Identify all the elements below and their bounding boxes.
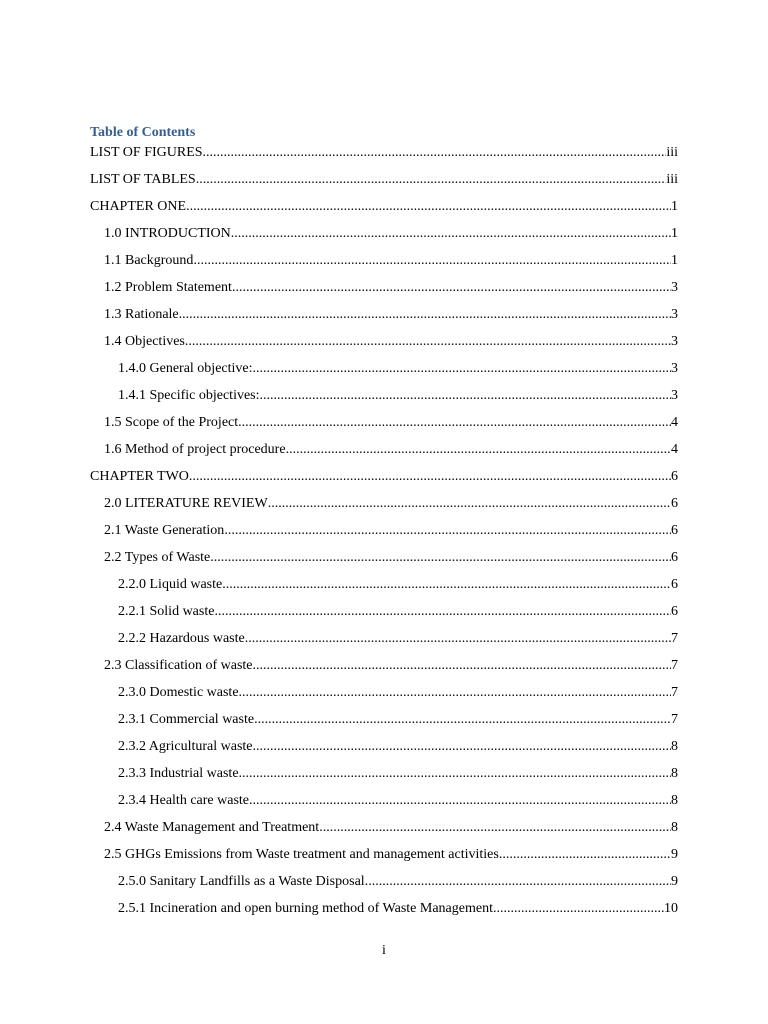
toc-heading: Table of Contents [90, 125, 196, 140]
toc-entry-title: 1.0 INTRODUCTION [104, 226, 231, 241]
toc-dot-leader [193, 252, 671, 270]
toc-dot-leader [253, 657, 671, 675]
toc-entry-title: 2.3.4 Health care waste [118, 793, 249, 808]
toc-entry[interactable] [90, 441, 678, 468]
toc-entry[interactable] [90, 873, 678, 900]
toc-entry-page: 3 [671, 361, 678, 376]
toc-dot-leader [186, 198, 671, 216]
toc-entry[interactable] [90, 306, 678, 333]
toc-dot-leader [222, 576, 671, 594]
toc-entry-title: 2.0 LITERATURE REVIEW [104, 496, 268, 511]
toc-entry-title: 1.3 Rationale [104, 307, 179, 322]
toc-entry-title: 1.5 Scope of the Project [104, 415, 239, 430]
toc-entry-title: 1.2 Problem Statement [104, 280, 232, 295]
toc-dot-leader [189, 468, 671, 486]
toc-entry[interactable] [90, 468, 678, 495]
toc-entry[interactable] [90, 198, 678, 225]
toc-entry-title: 2.5.1 Incineration and open burning method of Waste Management [118, 901, 493, 916]
toc-entry[interactable] [90, 630, 678, 657]
toc-entry-page: 8 [671, 820, 678, 835]
toc-entry-page: 7 [671, 631, 678, 646]
toc-entry-page: 1 [671, 226, 678, 241]
toc-entry-title: CHAPTER TWO [90, 469, 189, 484]
toc-list [90, 144, 678, 927]
toc-entry-page: 7 [671, 658, 678, 673]
toc-entry-page: 7 [671, 712, 678, 727]
toc-entry[interactable] [90, 414, 678, 441]
toc-entry-page: 10 [664, 901, 678, 916]
toc-entry-page: 6 [671, 604, 678, 619]
toc-entry[interactable] [90, 495, 678, 522]
toc-entry[interactable] [90, 225, 678, 252]
toc-entry-page: 3 [671, 307, 678, 322]
toc-entry-title: 2.5 GHGs Emissions from Waste treatment and management activities [104, 847, 499, 862]
toc-dot-leader [239, 765, 671, 783]
toc-entry-page: 4 [671, 415, 678, 430]
toc-entry-page: 3 [671, 280, 678, 295]
toc-entry-title: 2.3.0 Domestic waste [118, 685, 239, 700]
toc-dot-leader [499, 846, 671, 864]
toc-entry-title: 2.3.1 Commercial waste [118, 712, 255, 727]
toc-entry[interactable] [90, 171, 678, 198]
toc-dot-leader [238, 414, 671, 432]
toc-entry[interactable] [90, 711, 678, 738]
toc-dot-leader [232, 279, 671, 297]
toc-dot-leader [214, 603, 671, 621]
toc-entry[interactable] [90, 522, 678, 549]
toc-entry-title: 2.3 Classification of waste [104, 658, 253, 673]
toc-entry[interactable] [90, 819, 678, 846]
toc-entry[interactable] [90, 846, 678, 873]
toc-entry-page: 3 [671, 334, 678, 349]
toc-entry[interactable] [90, 657, 678, 684]
toc-dot-leader [286, 441, 671, 459]
toc-entry-title: LIST OF FIGURES [90, 145, 203, 160]
toc-entry-title: 1.4 Objectives [104, 334, 185, 349]
toc-entry-page: iii [666, 172, 678, 187]
toc-entry-page: 8 [671, 739, 678, 754]
toc-entry-page: 7 [671, 685, 678, 700]
toc-entry[interactable] [90, 684, 678, 711]
toc-dot-leader [493, 900, 664, 918]
toc-dot-leader [245, 630, 671, 648]
toc-dot-leader [185, 333, 671, 351]
toc-entry-title: 2.2.2 Hazardous waste [118, 631, 245, 646]
toc-entry-title: 2.2.0 Liquid waste [118, 577, 223, 592]
toc-entry-page: 6 [671, 523, 678, 538]
toc-entry-page: 6 [671, 577, 678, 592]
toc-dot-leader [231, 225, 671, 243]
toc-entry-title: CHAPTER ONE [90, 199, 187, 214]
toc-entry[interactable] [90, 576, 678, 603]
toc-entry-page: 1 [671, 199, 678, 214]
toc-entry-page: 6 [671, 496, 678, 511]
toc-dot-leader [249, 792, 671, 810]
toc-entry-page: 6 [671, 550, 678, 565]
toc-entry-title: 2.4 Waste Management and Treatment [104, 820, 320, 835]
toc-dot-leader [179, 306, 671, 324]
toc-dot-leader [253, 360, 671, 378]
toc-entry[interactable] [90, 387, 678, 414]
toc-entry-page: 4 [671, 442, 678, 457]
toc-entry-page: 8 [671, 766, 678, 781]
toc-dot-leader [260, 387, 671, 405]
toc-entry[interactable] [90, 792, 678, 819]
toc-entry-title: 1.1 Background [104, 253, 194, 268]
toc-dot-leader [253, 738, 671, 756]
toc-entry-title: LIST OF TABLES [90, 172, 196, 187]
toc-entry[interactable] [90, 279, 678, 306]
page-number: i [382, 943, 386, 958]
toc-entry-page: 3 [671, 388, 678, 403]
toc-entry-title: 2.5.0 Sanitary Landfills as a Waste Disposal [118, 874, 365, 889]
toc-entry-page: 6 [671, 469, 678, 484]
toc-entry-page: 8 [671, 793, 678, 808]
toc-entry[interactable] [90, 900, 678, 927]
toc-entry-title: 1.4.0 General objective: [118, 361, 253, 376]
toc-entry-title: 2.1 Waste Generation [104, 523, 225, 538]
toc-entry-title: 2.2.1 Solid waste [118, 604, 215, 619]
toc-entry-title: 2.3.2 Agricultural waste [118, 739, 253, 754]
toc-entry-title: 2.2 Types of Waste [104, 550, 211, 565]
toc-entry[interactable] [90, 333, 678, 360]
toc-entry-page: 9 [671, 874, 678, 889]
toc-dot-leader [224, 522, 671, 540]
toc-entry-page: 9 [671, 847, 678, 862]
toc-entry-title: 1.4.1 Specific objectives: [118, 388, 260, 403]
toc-dot-leader [319, 819, 671, 837]
toc-entry-page: iii [666, 145, 678, 160]
toc-dot-leader [268, 495, 671, 513]
toc-entry-title: 1.6 Method of project procedure [104, 442, 286, 457]
toc-entry-title: 2.3.3 Industrial waste [118, 766, 239, 781]
toc-entry[interactable] [90, 252, 678, 279]
toc-dot-leader [196, 171, 667, 189]
toc-dot-leader [365, 873, 671, 891]
toc-entry[interactable] [90, 765, 678, 792]
toc-dot-leader [203, 144, 667, 162]
toc-entry-page: 1 [671, 253, 678, 268]
toc-dot-leader [239, 684, 671, 702]
toc-dot-leader [210, 549, 671, 567]
toc-entry[interactable] [90, 738, 678, 765]
toc-entry[interactable] [90, 360, 678, 387]
toc-entry[interactable] [90, 144, 678, 171]
toc-entry[interactable] [90, 549, 678, 576]
toc-entry[interactable] [90, 603, 678, 630]
toc-dot-leader [254, 711, 671, 729]
